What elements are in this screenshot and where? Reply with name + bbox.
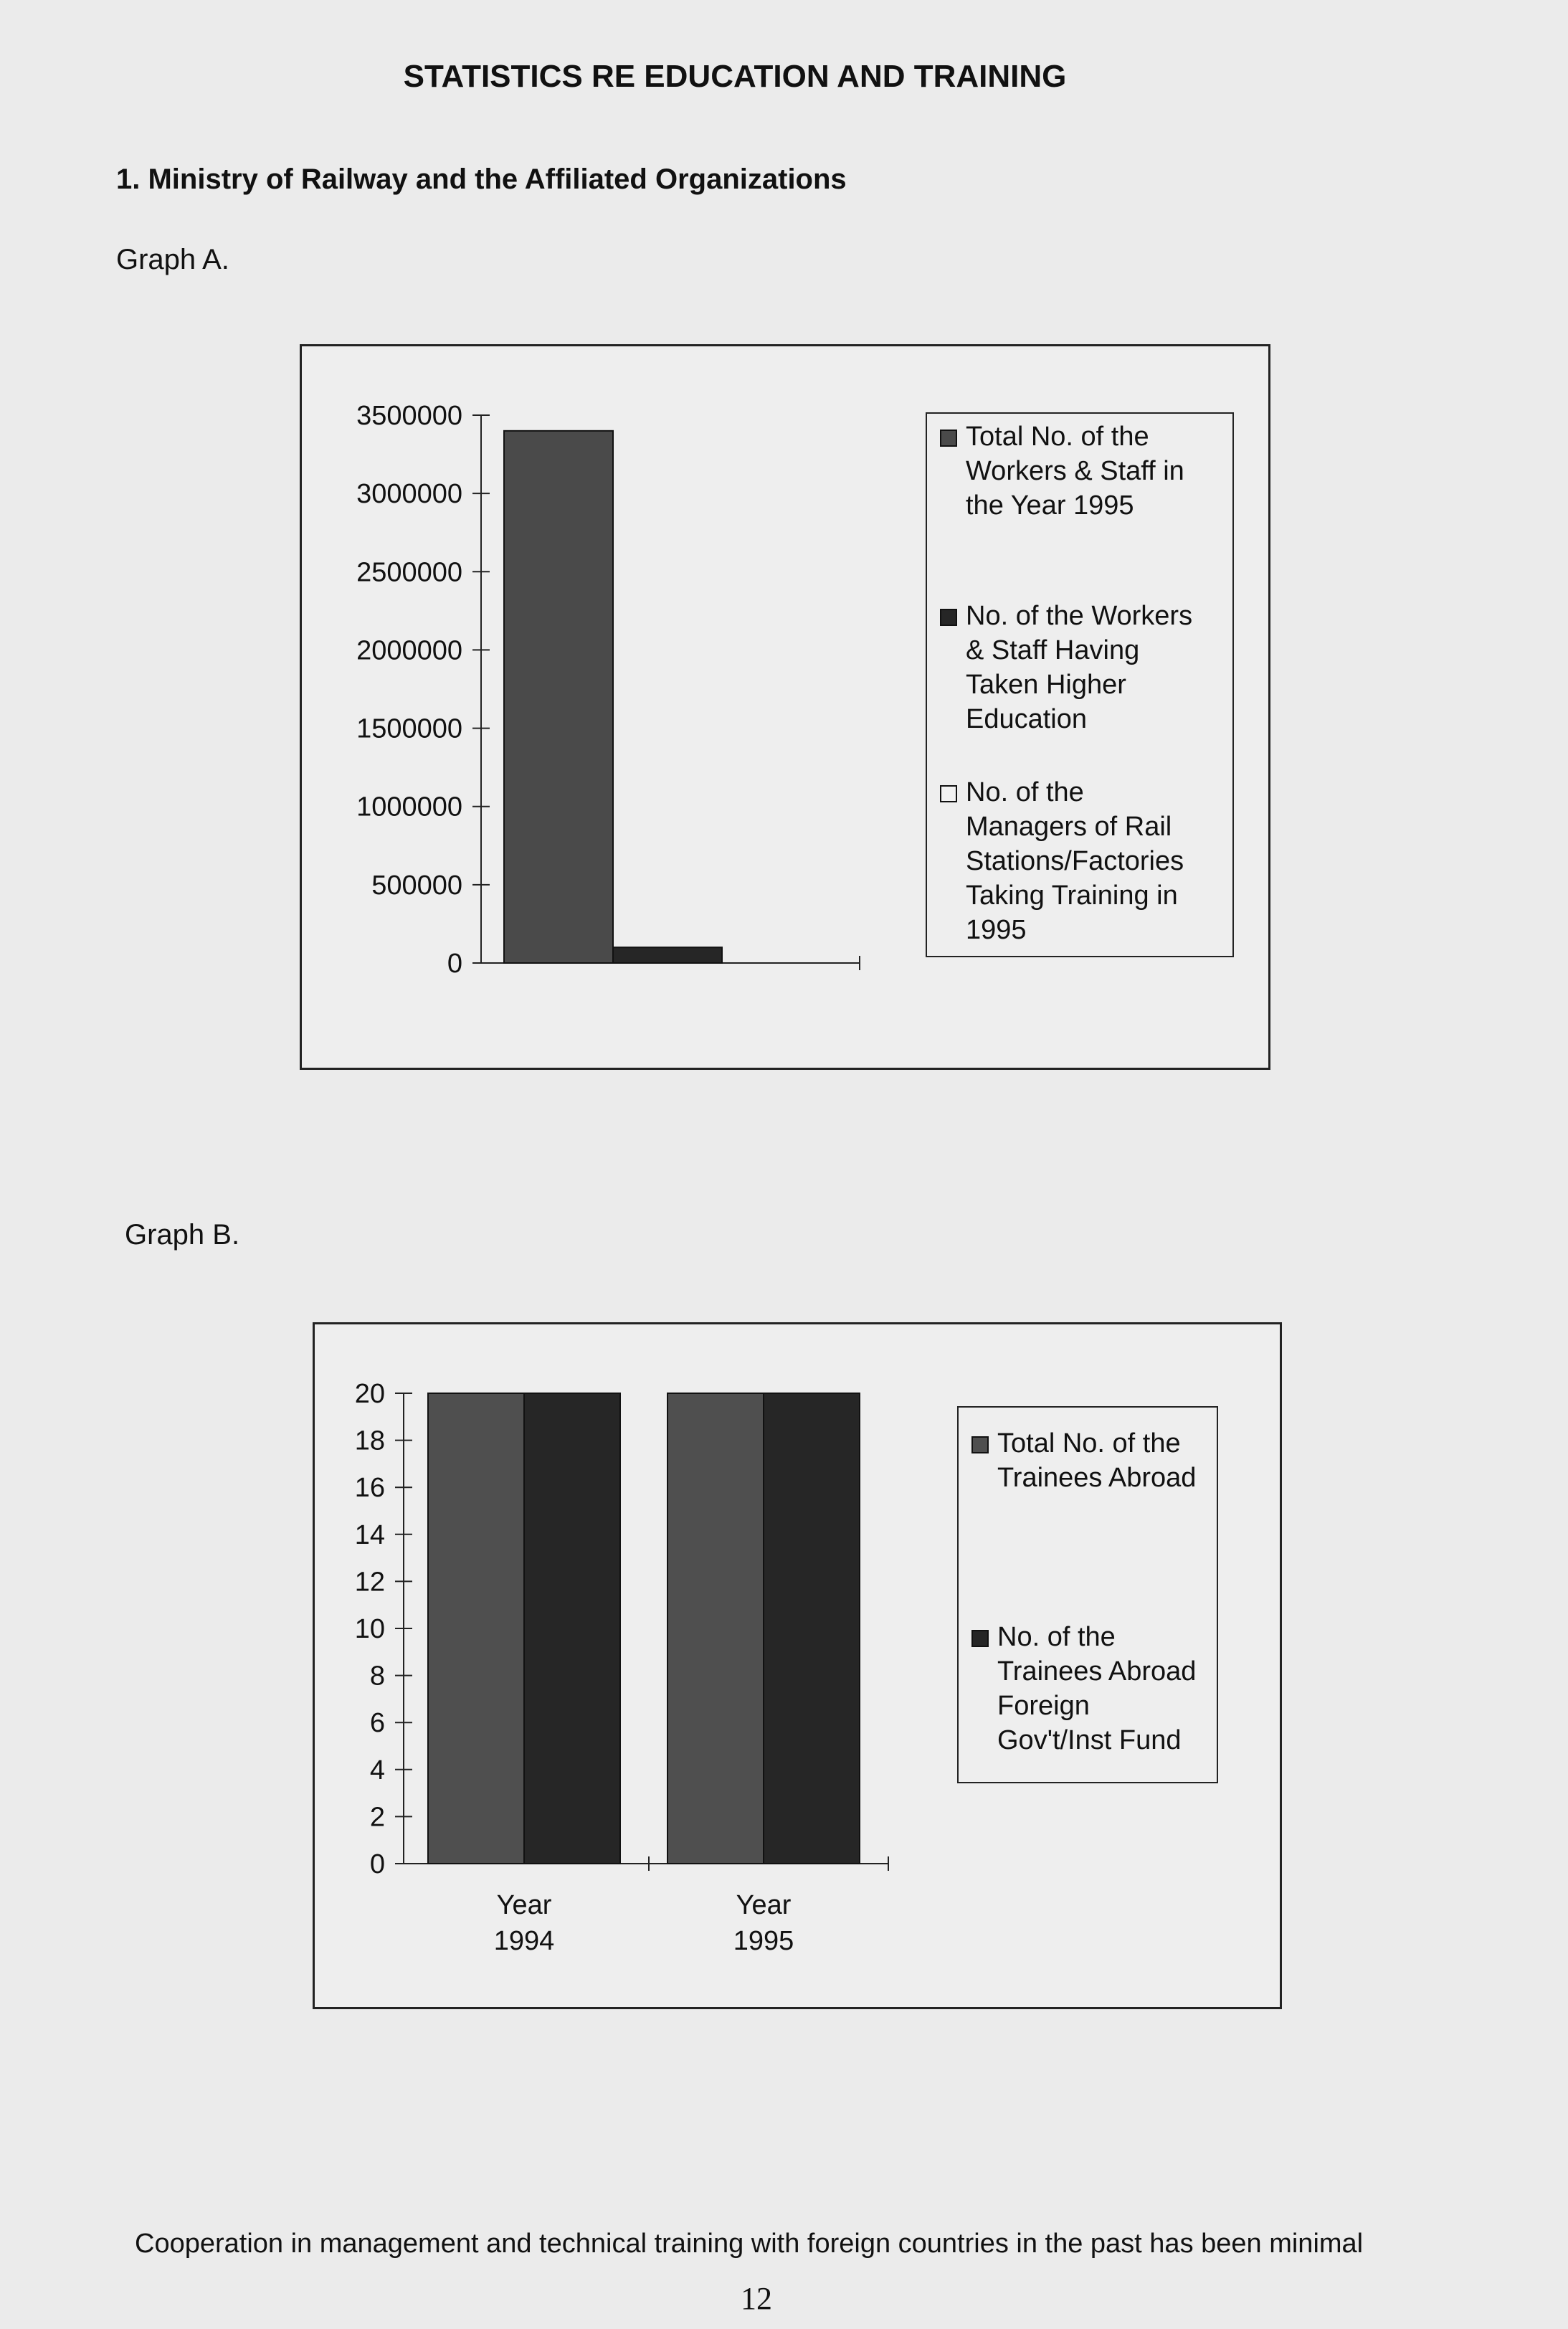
graph-b-legend-swatch [971, 1630, 989, 1647]
graph-b-y-tick-label: 10 [354, 1614, 385, 1644]
graph-a-legend-entry [940, 419, 1228, 523]
graph-a-legend-text: Workers & Staff in [966, 456, 1184, 486]
graph-a-legend [926, 412, 1234, 957]
graph-a-y-tick-label: 0 [447, 949, 462, 979]
graph-b-bar-1-series-2 [524, 1393, 620, 1864]
graph-a-y-tick-label: 1000000 [356, 792, 462, 822]
footer-note: Cooperation in management and technical training with foreign countries in the past has been minimal [135, 2229, 1364, 2259]
graph-b-bar-2-series-2 [764, 1393, 860, 1864]
graph-b-legend-entry [971, 1620, 1212, 1758]
graph-b-legend-entry [971, 1426, 1212, 1495]
graph-b-y-tick-label: 8 [369, 1661, 385, 1692]
graph-b-bar-2-series-1 [667, 1393, 764, 1864]
graph-b-chart [313, 1322, 1282, 2009]
graph-a-legend-swatch [940, 785, 957, 802]
graph-a-legend-swatch [940, 430, 957, 447]
graph-b-legend-text: Foreign [997, 1691, 1090, 1721]
graph-b-category-label: 1994 [493, 1926, 555, 1956]
graph-b-y-tick-label: 2 [369, 1802, 385, 1833]
graph-b-legend [957, 1406, 1218, 1783]
graph-b-y-tick-label: 20 [354, 1379, 385, 1409]
graph-a-legend-text: No. of the Workers [966, 601, 1193, 631]
graph-b-legend-text: Gov't/Inst Fund [997, 1725, 1182, 1755]
graph-a-label: Graph A. [116, 244, 229, 275]
graph-a-y-tick-label: 3000000 [356, 479, 462, 510]
graph-a-legend-entry [940, 599, 1228, 736]
graph-b-y-tick-label: 16 [354, 1473, 385, 1504]
graph-b-y-tick-label: 14 [354, 1519, 385, 1550]
graph-a-legend-text: Taken Higher [966, 670, 1126, 700]
graph-b-label: Graph B. [125, 1219, 240, 1251]
graph-b-legend-swatch [971, 1436, 989, 1453]
graph-a-legend-entry [940, 775, 1228, 947]
graph-a-legend-text: Managers of Rail [966, 812, 1172, 842]
graph-a-legend-swatch [940, 609, 957, 626]
page-number: 12 [741, 2281, 772, 2316]
graph-a-y-tick-label: 2000000 [356, 635, 462, 666]
graph-b-y-tick-label: 12 [354, 1567, 385, 1598]
graph-a-chart [300, 344, 1270, 1070]
graph-b-category-label: Year [736, 1890, 792, 1920]
graph-a-legend-text: the Year 1995 [966, 490, 1134, 521]
graph-a-bar-series-2 [613, 947, 722, 963]
graph-a-legend-text: Education [966, 704, 1088, 734]
graph-b-legend-text: Total No. of the [997, 1428, 1181, 1458]
graph-b-bar-1-series-1 [428, 1393, 524, 1864]
graph-a-legend-text: Stations/Factories [966, 846, 1184, 876]
graph-a-y-tick-label: 500000 [371, 870, 462, 901]
graph-b-y-tick-label: 6 [369, 1708, 385, 1739]
graph-a-y-tick-label: 2500000 [356, 557, 462, 588]
graph-b-category-label: Year [496, 1890, 552, 1920]
graph-b-y-tick-label: 0 [369, 1849, 385, 1879]
graph-a-legend-text: No. of the [966, 777, 1084, 807]
section-heading: 1. Ministry of Railway and the Affiliated Organizations [116, 163, 847, 195]
page-title: STATISTICS RE EDUCATION AND TRAINING [403, 59, 1067, 94]
graph-a-y-tick-label: 3500000 [356, 401, 462, 431]
graph-a-legend-text: Total No. of the [966, 422, 1149, 452]
graph-b-y-tick-label: 18 [354, 1426, 385, 1456]
graph-b-category-label: 1995 [733, 1926, 794, 1956]
graph-b-y-tick-label: 4 [369, 1755, 385, 1785]
graph-b-legend-text: Trainees Abroad [997, 1463, 1197, 1493]
graph-a-legend-text: 1995 [966, 915, 1027, 945]
graph-a-legend-text: Taking Training in [966, 881, 1178, 911]
graph-b-legend-text: No. of the [997, 1622, 1116, 1652]
graph-a-y-tick-label: 1500000 [356, 713, 462, 744]
graph-a-legend-text: & Staff Having [966, 635, 1140, 665]
graph-b-legend-text: Trainees Abroad [997, 1656, 1197, 1687]
graph-a-bar-series-1 [504, 431, 613, 963]
